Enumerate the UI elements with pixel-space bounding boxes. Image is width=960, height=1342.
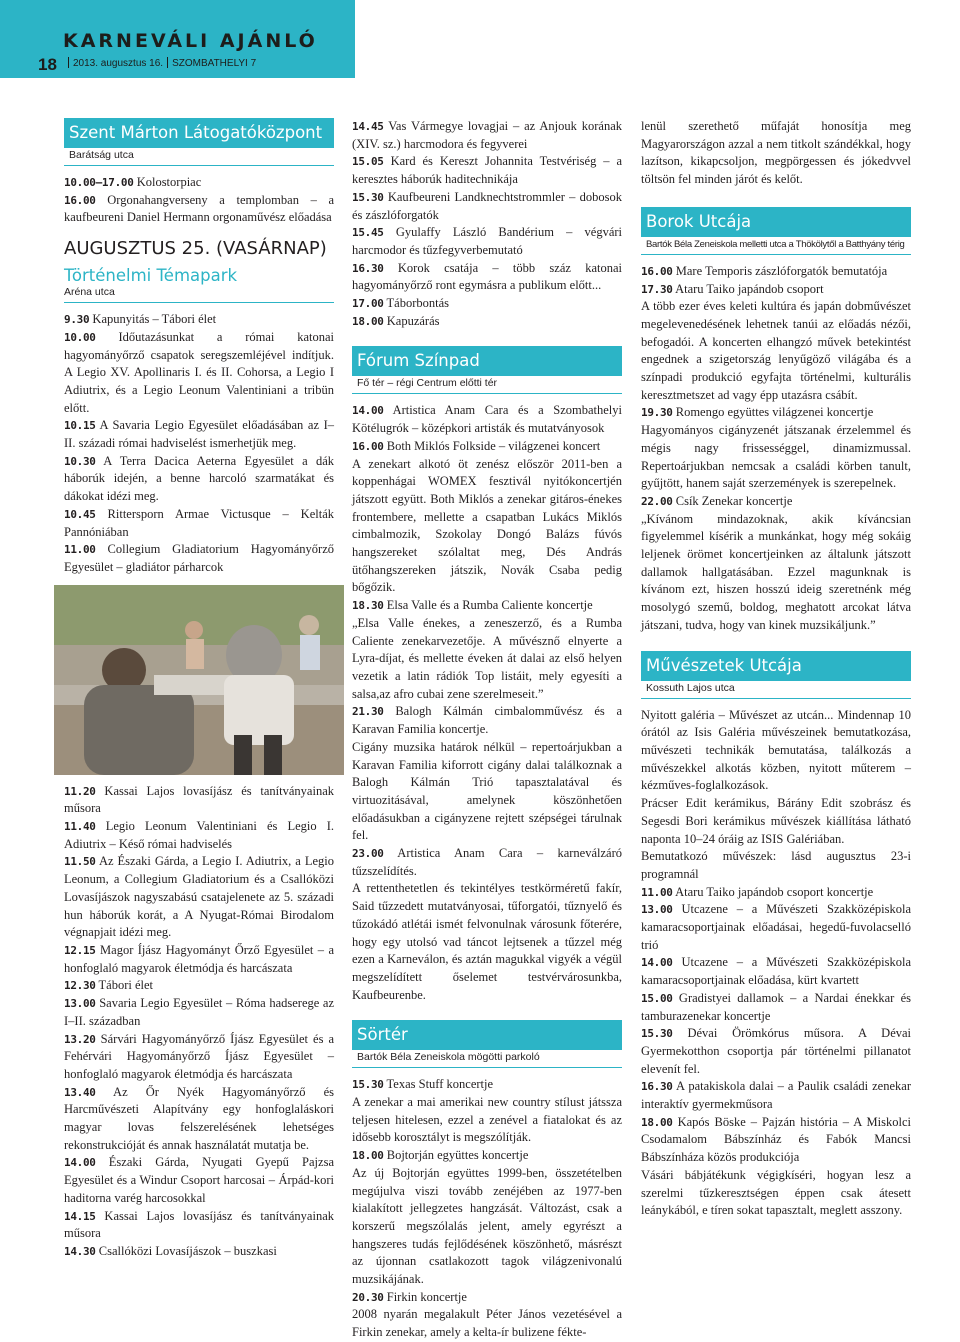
program-desc: Nyitott galéria – Művészet az utcán... Mindennap 10 órától az Isis Galéria művészeinek bemutatkozása, művészeti technikák bemutatása, találkozás a művészekkel alkotás közben, nyitott műterem – kézműves-foglalkozások. xyxy=(641,707,911,793)
program-item: 11.40 Legio Leonum Valentiniani és Legio I. Adiutrix – Késő római hadviselés xyxy=(64,819,334,851)
program-desc: 2008 nyarán megalakult Péter János vezetésével a Firkin zenekar, amely a kelta-ír bulizene fékte- xyxy=(352,1307,622,1340)
divider xyxy=(68,57,69,68)
photo-icon xyxy=(54,585,344,775)
header-meta xyxy=(64,57,256,69)
program-item: 14.30 Csallóközi Lovasíjászok – buszkasi xyxy=(64,1243,277,1258)
venue-heading: Borok Utcája xyxy=(641,207,911,237)
program-item: 18.00 Bojtorján együttes koncertje xyxy=(352,1148,529,1163)
program-item: 16.30 Korok csatája – több száz katonai hagyományőrző ront egymásra a publikum előtt... xyxy=(352,260,623,293)
day-heading: AUGUSZTUS 25. (VASÁRNAP) xyxy=(64,238,327,260)
column-1 xyxy=(64,118,334,1261)
venue-heading: Művészetek Utcája xyxy=(641,651,911,681)
program-item: 13.20 Sárvári Hagyományőrző Íjász Egyesület és a Fehérvári Hagyományőrző Íjász Egyesület – honfoglaló magyarok életmódja és harcászata xyxy=(64,1031,334,1081)
program-item: 14.00 Utcazene – a Művészeti Szakközépiskola kamaracsoportjainak előadása, kürt kvartett xyxy=(641,955,911,988)
program-item: 15.00 Gradistyei dallamok – a Nardai énekkar és tamburazenekar koncertje xyxy=(641,990,911,1023)
program-item: 15.05 Kard és Kereszt Johannita Testvériség – a keresztes háborúk haditechnikája xyxy=(352,154,623,187)
column-3 xyxy=(641,118,911,1220)
program-item: 16.30 A patakiskola dalai – a Paulik családi zenekar interaktív gyermekműsora xyxy=(641,1079,911,1112)
program-item: 10.45 Rittersporn Armae Victusque – Kelták Pannóniában xyxy=(64,506,334,539)
column-2 xyxy=(352,118,622,1342)
program-desc: Bemutatkozó művészek: lásd augusztus 23-i programnál xyxy=(641,849,911,881)
program-item: 15.30 Kaufbeureni Landknechtstrommler – dobosok és zászlóforgatók xyxy=(352,189,623,222)
venue-address: Bartók Béla Zeneiskola mögötti parkoló xyxy=(352,1050,622,1068)
program-item: 12.30 Tábori élet xyxy=(64,978,154,993)
venue-address: Aréna utca xyxy=(64,286,334,303)
program-item: 11.00 Ataru Taiko japándob csoport koncertje xyxy=(641,884,874,899)
program-item: 10.00 Időutazásunkat a római katonai hagyományőrző csapatok seregszemléjével indítjuk. A Legio XV. Apollinaris I. és II. Cohorsa, a Legio I Adiutrix, és a Legio Leonum Valentiniani a tribün előtt. xyxy=(64,329,335,415)
photo-gladiator-children xyxy=(54,585,344,775)
program-item: 22.00 Csík Zenekar koncertje xyxy=(641,493,793,508)
program-item: 16.00 Orgonahangverseny a templomban – a kaufbeureni Daniel Hermann orgonaművész előadása xyxy=(64,192,334,225)
venue-address: Fő tér – régi Centrum előtti tér xyxy=(352,376,622,394)
program-desc: Vásári bábjátékunk végigkíséri, hogyan lesz a szerelmi tűzkeresztségen éppen csak átesett leánykából, e tíren sokat tapasztalt, meglett asszony. xyxy=(641,1167,911,1218)
program-item: 17.00 Táborbontás xyxy=(352,296,450,311)
program-item: 15.30 Texas Stuff koncertje xyxy=(352,1077,494,1092)
program-item: 14.00 Artistica Anam Cara és a Szombathelyi Kötélugrók – középkori artisták és mutatványosok xyxy=(352,403,623,436)
program-item: 23.00 Artistica Anam Cara – karneválzáró tűzszelídítés. xyxy=(352,846,622,878)
program-item: 15.45 Gyulaffy László Bandérium – végvári harcmodor és tűzfegyverbemutató xyxy=(352,225,623,257)
program-desc: „Elsa Valle énekes, a zeneszerző, és a Rumba Caliente zenekarvezetője. A művésznő elnyerte a Lyra-díjat, és mellette éveken át dalai az első helyen vezetik a latin rádiók Top listáit, mely egyesíti a salsa,az afro cubai zene szerelmeseit.” xyxy=(352,615,622,701)
program-desc: A rettenthetetlen és tekintélyes testkörméretű fakír, Said tűzzedett mutatványosai, tűforgatói, tűznyelő és tűzokádó atlétái ismét felvonulnak városunk főterére, hogy egy utolsó vad táncot lejtsenek a tűzzel még ezen a Karneválon, és aztán magukkal vigyék a végül megszelídített őselemet testvérvárosunkba, Kaufbeurenbe. xyxy=(352,881,622,1002)
program-item: 19.30 Romengo együttes világzenei koncertje xyxy=(641,405,874,420)
program-desc: A több ezer éves keleti kultúra és japán dobművészet megelevenedésének lehetnek tanúi az előadás nézői, befogadói. A koncerten elhangzó művek betekintést engednek a szigetország lenyűgöző világába és a színpadi produkció egyfajta történelmi, kulturális keresztmetszet ad vagy épp utazásra csábít. xyxy=(641,299,911,402)
program-desc: lenül szerethető műfaját honosítja meg Magyarországon azzal a nem titkolt szándékkal, hogy lazítson, kikapcsoljon, megpörgessen és jókedvvel töltsön fel minden járót és kelőt. xyxy=(641,119,911,187)
program-item: 18.00 Kapuzárás xyxy=(352,313,440,328)
venue-address: Kossuth Lajos utca xyxy=(641,681,911,699)
program-desc: Az új Bojtorján együttes 1999-ben, összetételben megújulva viszi tovább zenéjében az 1977-ben kialakított jellegzetes hangzását. Változást, csak a korszerű megszólalás jelent, amely egyrészt a hangszeres tudás fejlődésének köszönhető, másrészt az újonnan csatlakozott tagok világzenivonalú muzsikájának. xyxy=(352,1165,622,1287)
program-item: 14.00 Északi Gárda, Nyugati Gyepű Pajzsa Egyesület és a Windur Csoport harcosai – Árpád-kori haditorna varég harcosokkal xyxy=(64,1155,334,1205)
program-desc: Cigány muzsika határok nélkül – repertoárjukban a Karavan Familia kiforrott cigány dalai találkoznak a Balogh Kálmán Trió tapasztalatával és virtuozitásával, amelynek köszönhetően előadásukban a cigányzene rejtett szépségei tárulnak fel. xyxy=(352,739,622,843)
program-item: 9.30 Kapunyitás – Tábori élet xyxy=(64,312,217,327)
program-item: 14.15 Kassai Lajos lovasíjász és tanítványainak műsora xyxy=(64,1208,334,1241)
program-item: 11.20 Kassai Lajos lovasíjász és tanítványainak műsora xyxy=(64,783,334,816)
program-item: 18.30 Elsa Valle és a Rumba Caliente koncertje xyxy=(352,598,593,613)
page-number: 18 xyxy=(38,55,57,74)
program-desc: Hagyományos cigányzenét játszanak érzelemmel és mégis nagy frissességgel, dinamizmussal. Repertoárjukban nemcsak a családi körben tanult, gyűjtött, hanem saját szerzemények is szerepelnek. xyxy=(641,423,911,491)
issue-date: 2013. augusztus 16. xyxy=(73,58,164,69)
program-item: 21.30 Balogh Kálmán cimbalomművész és a Karavan Familia koncertje. xyxy=(352,704,623,737)
venue-address: Bartók Béla Zeneiskola melletti utca a Thökölytől a Batthyány térig xyxy=(641,237,911,255)
venue-heading: Történelmi Témapark xyxy=(64,266,238,286)
program-item: 10.30 A Terra Dacica Aeterna Egyesület a dák háborúk idején, a benne harcoló szarmatákat és dákokat idézi meg. xyxy=(64,453,335,504)
program-item: 17.30 Ataru Taiko japándob csoport xyxy=(641,281,824,296)
program-desc: A zenekar a mai amerikai new country stílust játssza teljesen hitelesen, ezzel a zenével a fiatalokat és az idősebb korosztályt is megszólítják. xyxy=(352,1095,622,1145)
venue-heading: Fórum Színpad xyxy=(352,346,622,376)
program-item: 18.00 Kapós Böske – Pajzán história – A Miskolci Csodamalom Bábszínház és Fabók Mancsi Bábszínháza közös produkciója xyxy=(641,1114,912,1165)
program-desc: „Kívánom mindazoknak, akik kíváncsian figyelemmel kísérik a munkánkat, hogy még sokáig leljenek örömet koncertjeinken az általunk játszott dallamok hallgatásában. Ezzel magunknak is kívánom ezt, hiszen hosszú ideig szeretnénk még mosolygó szemű, boldog, meghatott arcokat látva játszani, tudva, hogy van kinek muzsikáljunk.” xyxy=(641,511,911,632)
program-item: 12.15 Magor Íjász Hagyományt Őrző Egyesület – a honfoglaló magyarok életmódja és harcászata xyxy=(64,942,334,975)
program-item: 20.30 Firkin koncertje xyxy=(352,1289,467,1304)
program-item: 13.00 Savaria Legio Egyesület – Róma hadserege az I–II. században xyxy=(64,996,334,1028)
divider xyxy=(167,57,168,68)
program-item: 10.15 A Savaria Legio Egyesület előadásában az I–II. századi római hadviselést ismerhetjük meg. xyxy=(64,418,335,451)
header-band xyxy=(0,0,355,78)
program-item: 15.30 Dévai Örömkórus műsora. A Dévai Gyermekotthon csoportja pár történelmi pillanatot elevenít fel. xyxy=(641,1026,912,1076)
program-item: 16.00 Mare Temporis zászlóforgatók bemutatója xyxy=(641,263,888,278)
program-desc: A zenekart alkotó öt zenész először 2011-ben a koppenhágai WOMEX fesztivál nyitókoncertjén játszott együtt. Both Miklós a zenekar gitáros-énekes frontembere, mellette a csapatban Lukács Miklós cimbalmozik, Szokolay Dongó Balázs fúvós hangszereket szólaltat meg, Dés András ütőhangszereken játszik, Novák Csaba pedig bőgőzik. xyxy=(352,456,622,595)
program-item: 16.00 Both Miklós Folkside – világzenei koncert xyxy=(352,438,601,453)
venue-address: Barátság utca xyxy=(64,148,334,166)
program-desc: Prácser Edit kerámikus, Bárány Edit szobrász és Segesdi Bori kerámikus művészek kiállítása látható naponta 10–24 óráig az ISIS Galériában. xyxy=(641,796,911,846)
program-item: 11.50 Az Északi Gárda, a Legio I. Adiutrix, a Legio Leonum, a Collegium Gladiatorium és a Csallóközi Lovasíjászok nagyszabású csatajelenete az 5. századi hun háborúk korát, a A Nyugat-Római Birodalom végnapjait idézi meg. xyxy=(64,854,334,940)
program-item: 10.00–17.00 Kolostorpiac xyxy=(64,175,202,189)
section-title: KARNEVÁLI AJÁNLÓ xyxy=(63,30,318,52)
program-item: 14.45 Vas Vármegye lovagjai – az Anjouk korának (XIV. sz.) harcmodora és fegyverei xyxy=(352,119,622,151)
publication-name: SZOMBATHELYI 7 xyxy=(172,58,257,69)
program-item: 11.00 Collegium Gladiatorium Hagyományőrző Egyesület – gladiátor párharcok xyxy=(64,542,335,574)
venue-heading: Szent Márton Látogatóközpont xyxy=(64,118,334,148)
program-item: 13.00 Utcazene – a Művészeti Szakközépiskola kamaracsoportjainak előadásai, hegedű-fuvolacselló trió xyxy=(641,902,911,952)
venue-heading: Sörtér xyxy=(352,1020,622,1050)
program-item: 13.40 Az Őr Nyék Hagyományőrző és Harcművészeti Alapítvány egy honfoglaláskori magyar lovas felszerelésének lehetséges rekonstrukcióját és annak használatát mutatja be. xyxy=(64,1084,335,1152)
